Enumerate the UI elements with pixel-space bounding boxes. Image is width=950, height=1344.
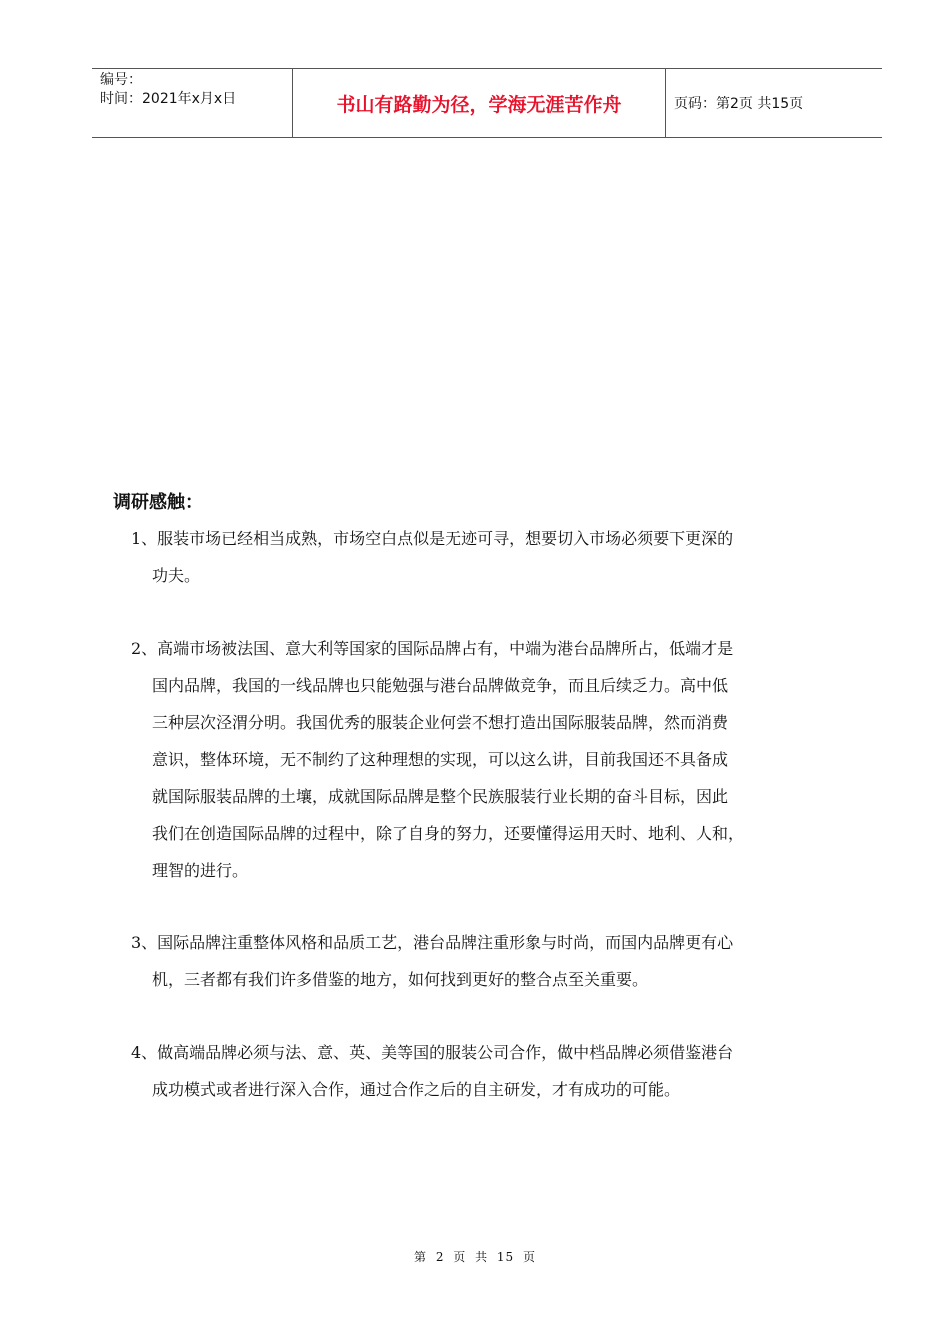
paragraph-line: 三种层次泾渭分明。我国优秀的服装企业何尝不想打造出国际服装品牌，然而消费 xyxy=(152,713,729,732)
header-page-number: 页码：第2页 共15页 xyxy=(674,96,804,112)
paragraph-line: 1、服装市场已经相当成熟，市场空白点似是无迹可寻，想要切入市场必须要下更深的 xyxy=(131,529,734,548)
paragraph-line: 4、做高端品牌必须与法、意、英、美等国的服装公司合作，做中档品牌必须借鉴港台 xyxy=(131,1043,734,1062)
page-footer: 第 2 页 共 15 页 xyxy=(414,1250,536,1264)
paragraph-1 xyxy=(131,529,871,603)
paragraph-2 xyxy=(131,639,871,898)
paragraph-line: 国内品牌，我国的一线品牌也只能勉强与港台品牌做竞争，而且后续乏力。高中低 xyxy=(152,676,729,695)
paragraph-line: 成功模式或者进行深入合作，通过合作之后的自主研发，才有成功的可能。 xyxy=(152,1080,681,1099)
page-header xyxy=(92,68,882,138)
paragraph-line: 就国际服装品牌的土壤，成就国际品牌是整个民族服装行业长期的奋斗目标，因此 xyxy=(152,787,729,806)
time-label: 时间：2021年x月x日 xyxy=(100,91,237,107)
paragraph-line: 理智的进行。 xyxy=(152,861,249,880)
section-title: 调研感触： xyxy=(113,492,203,513)
header-motto: 书山有路勤为径，学海无涯苦作舟 xyxy=(336,93,622,116)
paragraph-line: 意识，整体环境，无不制约了这种理想的实现，可以这么讲，目前我国还不具备成 xyxy=(152,750,729,769)
paragraph-line: 2、高端市场被法国、意大利等国家的国际品牌占有，中端为港台品牌所占，低端才是 xyxy=(131,639,734,658)
paragraph-line: 3、国际品牌注重整体风格和品质工艺，港台品牌注重形象与时尚，而国内品牌更有心 xyxy=(131,933,734,952)
paragraph-4 xyxy=(131,1043,871,1117)
serial-number-label: 编号： xyxy=(100,72,142,88)
paragraph-line: 功夫。 xyxy=(152,566,201,585)
header-divider xyxy=(665,69,666,137)
paragraph-line: 我们在创造国际品牌的过程中，除了自身的努力，还要懂得运用天时、地利、人和， xyxy=(152,824,745,843)
paragraph-3 xyxy=(131,933,871,1007)
header-meta xyxy=(100,71,290,109)
paragraph-line: 机，三者都有我们许多借鉴的地方，如何找到更好的整合点至关重要。 xyxy=(152,970,649,989)
